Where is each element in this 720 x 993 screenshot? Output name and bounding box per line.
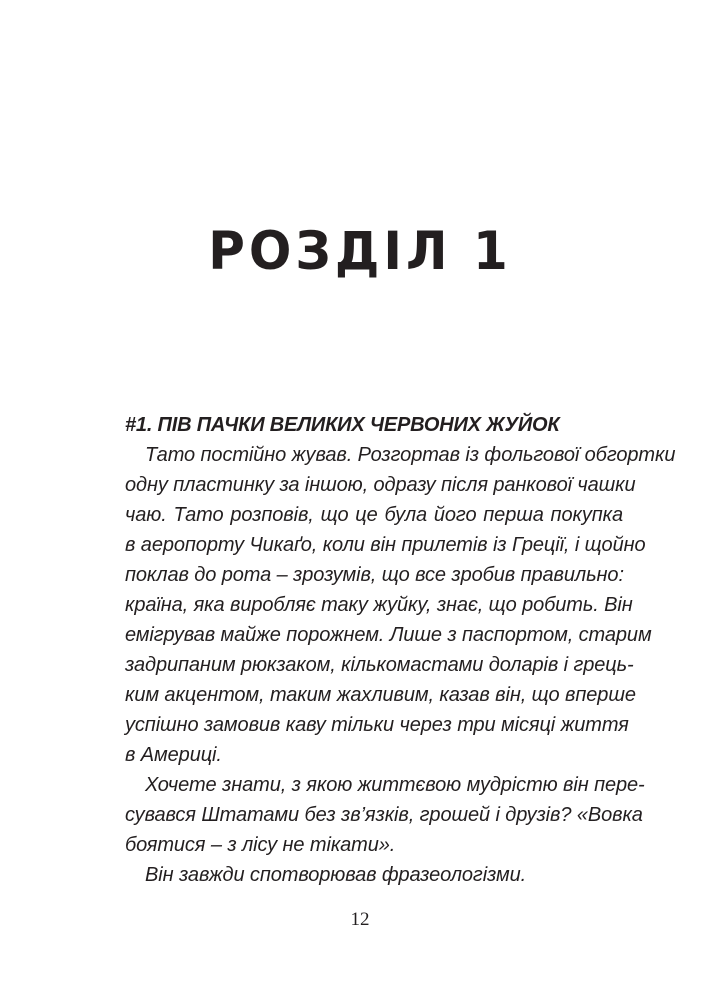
paragraph-line: ким акцентом, таким жахливим, казав він, що вперше: [125, 684, 636, 706]
paragraph-line: Хочете знати, з якою життєвою мудрістю він пере-: [145, 774, 645, 796]
paragraph-line: чаю. Тато розповів, що це була його перша покупка: [125, 504, 623, 526]
paragraph-line: успішно замовив каву тільки через три місяці життя: [125, 714, 629, 736]
paragraph-line: Він завжди спотворював фразеологізми.: [145, 864, 527, 886]
text-block: [125, 410, 676, 890]
paragraph-line: задрипаним рюкзаком, кількомастами доларів і грець-: [125, 654, 634, 676]
paragraph-line: емігрував майже порожнем. Лише з паспортом, старим: [125, 624, 652, 646]
paragraph-line: в Америці.: [125, 744, 222, 766]
chapter-title: РОЗДІЛ 1: [208, 220, 512, 282]
paragraph-line: одну пластинку за іншою, одразу після ранкової чашки: [125, 474, 636, 496]
paragraph-line: поклав до рота – зрозумів, що все зробив правильно:: [125, 564, 624, 586]
paragraph-line: в аеропорту Чикаґо, коли він прилетів із Греції, і щойно: [125, 534, 646, 556]
page-number: 12: [350, 909, 370, 930]
paragraph-line: сувався Штатами без зв’язків, грошей і друзів? «Вовка: [125, 804, 643, 826]
paragraph-line: Тато постійно жував. Розгортав із фольгової обгортки: [145, 444, 676, 466]
section-heading: #1. ПІВ ПАЧКИ ВЕЛИКИХ ЧЕРВОНИХ ЖУЙОК: [125, 414, 560, 436]
paragraph-line: боятися – з лісу не тікати».: [125, 834, 396, 856]
paragraph-line: країна, яка виробляє таку жуйку, знає, що робить. Він: [125, 594, 633, 616]
